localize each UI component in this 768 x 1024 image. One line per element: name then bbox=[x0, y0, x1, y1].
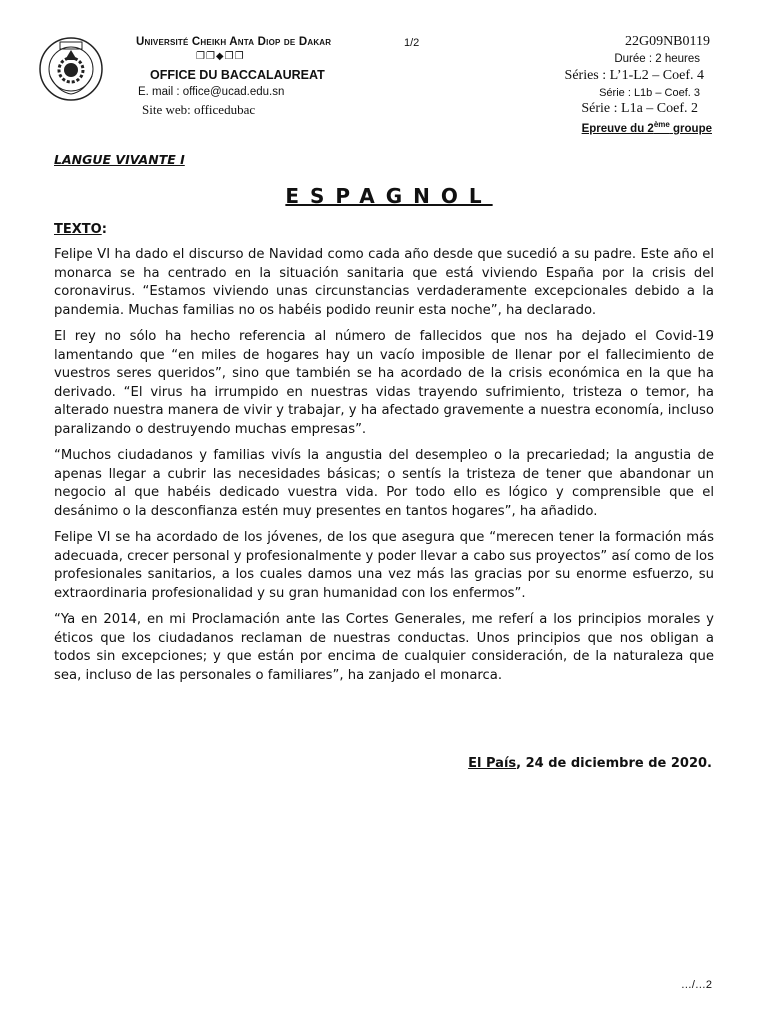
series-l1-l2: Séries : L’1-L2 – Coef. 4 bbox=[564, 68, 704, 83]
exam-duration: Durée : 2 heures bbox=[614, 53, 700, 65]
language-label: LANGUE VIVANTE I bbox=[54, 152, 185, 167]
university-name: Université Cheikh Anta Diop de Dakar bbox=[136, 36, 332, 48]
paragraph: Felipe VI se ha acordado de los jóvenes, de los que asegura que “merecen tener la formación más adecuada, crecer personal y profesionalmente y poder llevar a cabo sus proyectos” así como de los profesionales sanitarios, a los cuales damos una vez más las gracias por su enorme esfuerzo, su extraordinaria profesionalidad y su gran humanidad con los enfermos”. bbox=[54, 530, 714, 601]
office-name: OFFICE DU BACCALAUREAT bbox=[150, 68, 325, 82]
series-l1b: Série : L1b – Coef. 3 bbox=[599, 87, 700, 99]
ucad-logo bbox=[38, 36, 104, 102]
office-email: E. mail : office@ucad.edu.sn bbox=[138, 86, 285, 98]
paragraph: El rey no sólo ha hecho referencia al número de fallecidos que nos ha dejado el Covid-19 lamentando que “en miles de hogares hay un vacío imposible de llenar por el fallecimiento de vuestros seres queridos”, sino que también se ha acordado de la crisis económica en la que ha derivado. “El virus ha irrumpido en nuestras vidas trayendo sufrimiento, tristeza o temor, ha alterado nuestra manera de vivir y trabajar, y ha afectado gravemente a nuestra economía, incluso paralizando o destruyendo muchas empresas”. bbox=[54, 329, 714, 437]
exam-text bbox=[54, 246, 714, 693]
paragraph: “Muchos ciudadanos y familias vivís la angustia del desempleo o la precariedad; la angustia de apenas llegar a cubrir las necesidades básicas; o sentís la tristeza de tener que abandonar un negocio al que habéis dedicado vuestra vida. Por todo ello es lógico y comprensible que el desánimo o la desconfianza estén muy presentes en tantos hogares”, ha añadido. bbox=[54, 448, 714, 519]
paragraph: Felipe VI ha dado el discurso de Navidad como cada año desde que sucedió a su padre. Este año el monarca se ha centrado en la situación sanitaria que está viviendo España por la crisis del coronavirus. “Estamos viviendo unas circunstancias verdaderamente excepcionales debido a la pandemia. Muchas familias no os habéis podido reunir esta noche”, ha declarado. bbox=[54, 247, 714, 318]
header-separator: ❐❐◆❐❐ bbox=[196, 51, 245, 62]
page-continuation: …/…2 bbox=[680, 979, 712, 991]
exam-group: Epreuve du 2ème groupe bbox=[581, 120, 712, 135]
text-label: TEXTO: bbox=[54, 222, 107, 237]
series-l1a: Série : L1a – Coef. 2 bbox=[581, 101, 698, 116]
subject-title: ESPAGNOL bbox=[285, 184, 493, 208]
paragraph: “Ya en 2014, en mi Proclamación ante las Cortes Generales, me referí a los principios morales y éticos que los ciudadanos reclaman de nuestras conductas. Unos principios que nos obligan a todos sin excepciones; y que están por encima de cualquier consideración, de la naturaleza que sea, incluso de las personales o familiares”, ha zanjado el monarca. bbox=[54, 612, 714, 683]
exam-code: 22G09NB0119 bbox=[624, 34, 710, 49]
page-number: 1/2 bbox=[404, 37, 420, 49]
text-source: El País, 24 de diciembre de 2020. bbox=[468, 756, 712, 771]
office-website: Site web: officedubac bbox=[142, 102, 256, 117]
